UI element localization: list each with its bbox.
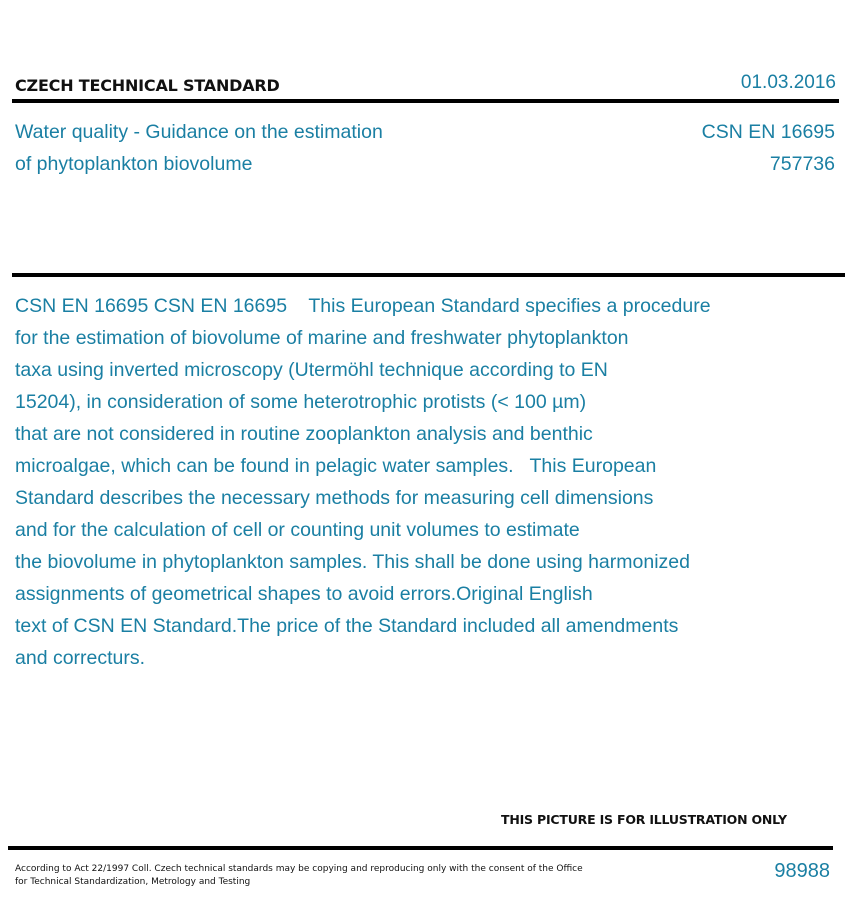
page-number: 98988	[774, 860, 830, 882]
illustration-notice: THIS PICTURE IS FOR ILLUSTRATION ONLY	[501, 812, 787, 827]
standard-identifiers	[702, 116, 835, 180]
abstract-line: taxa using inverted microscopy (Utermöhl technique according to EN	[15, 359, 608, 381]
abstract-line: CSN EN 16695 CSN EN 16695 This European Standard specifies a procedure	[15, 295, 711, 317]
standard-title	[15, 116, 383, 180]
abstract-line: 15204), in consideration of some heterotrophic protists (< 100 µm)	[15, 391, 587, 413]
legal-notice	[15, 863, 583, 889]
abstract-text	[15, 290, 711, 674]
legal-line: According to Act 22/1997 Coll. Czech technical standards may be copying and reproducing only with the consent of the Office	[15, 864, 583, 874]
abstract-line: assignments of geometrical shapes to avoid errors.Original English	[15, 583, 593, 605]
document-heading: CZECH TECHNICAL STANDARD	[15, 76, 280, 95]
publication-date: 01.03.2016	[740, 72, 836, 93]
standard-code: CSN EN 16695	[701, 121, 835, 143]
abstract-line: that are not considered in routine zooplankton analysis and benthic	[15, 423, 593, 445]
abstract-line: and correcturs.	[15, 647, 146, 669]
header-divider	[12, 99, 839, 103]
abstract-line: text of CSN EN Standard.The price of the Standard included all amendments	[15, 615, 679, 637]
abstract-line: for the estimation of biovolume of marine and freshwater phytoplankton	[15, 327, 629, 349]
abstract-line: the biovolume in phytoplankton samples. This shall be done using harmonized	[15, 551, 690, 573]
standard-title-line: Water quality - Guidance on the estimation	[15, 121, 383, 143]
abstract-line: microalgae, which can be found in pelagic water samples. This European	[15, 455, 657, 477]
title-divider	[12, 273, 845, 277]
abstract-line: Standard describes the necessary methods for measuring cell dimensions	[15, 487, 654, 509]
legal-line: for Technical Standardization, Metrology and Testing	[15, 877, 251, 887]
abstract-line: and for the calculation of cell or counting unit volumes to estimate	[15, 519, 580, 541]
standard-title-line: of phytoplankton biovolume	[15, 153, 253, 175]
footer-divider	[8, 846, 833, 850]
standard-number: 757736	[769, 153, 835, 175]
